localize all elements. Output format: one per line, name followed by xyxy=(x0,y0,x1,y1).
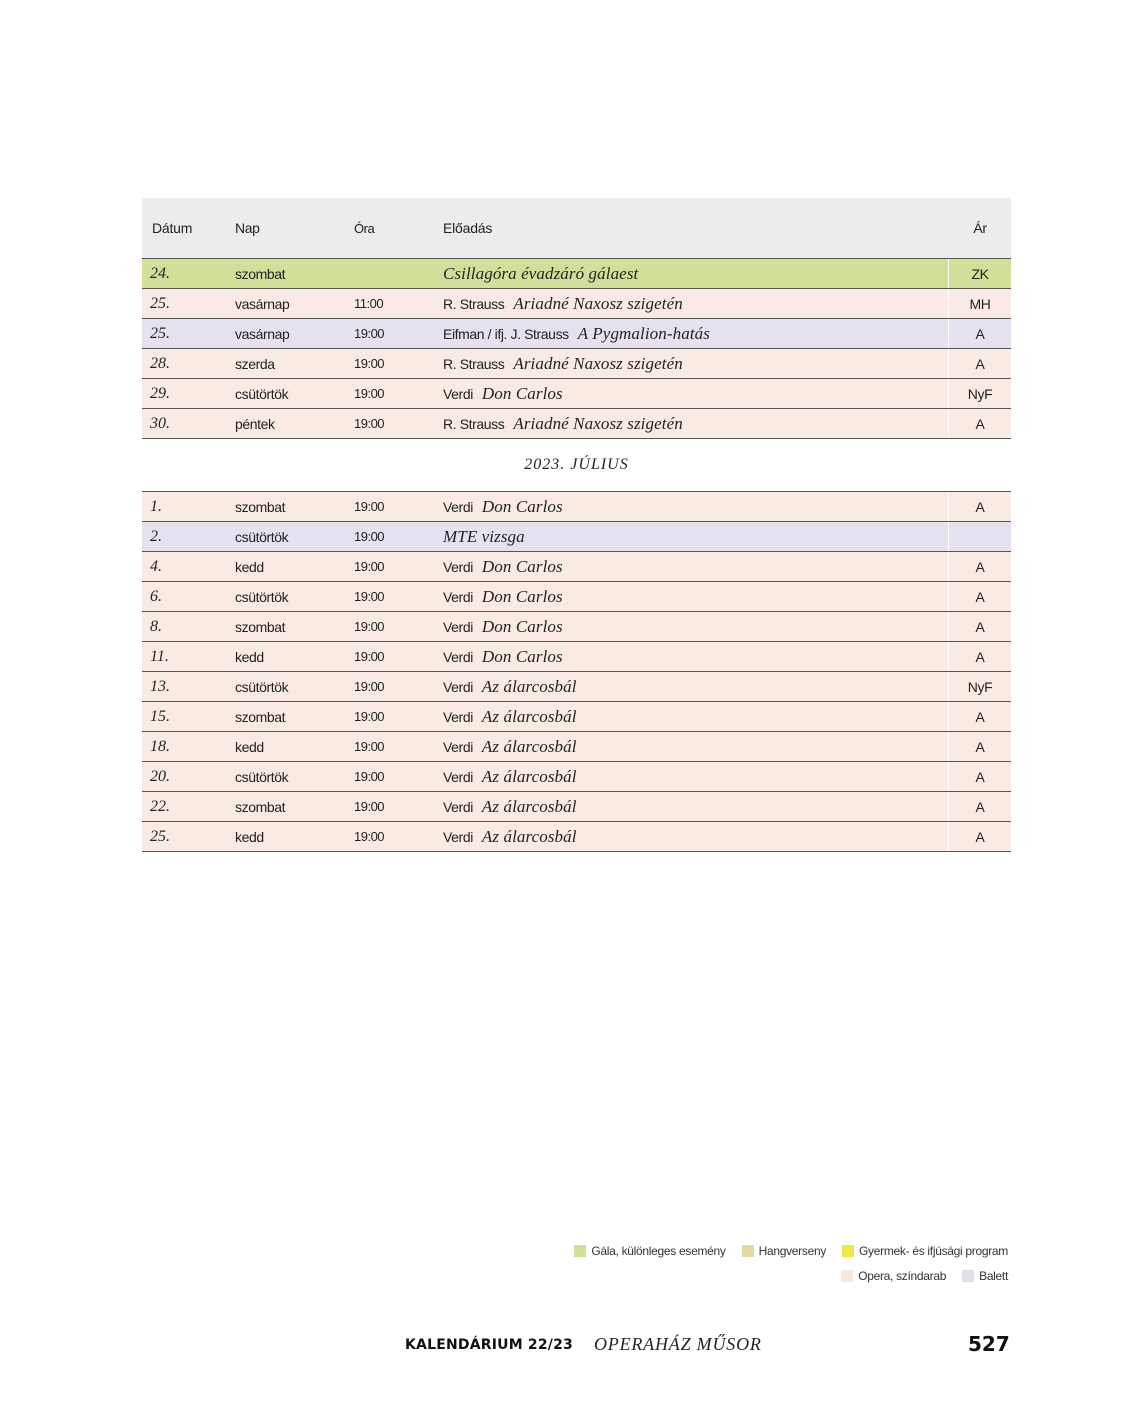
table-row xyxy=(142,702,1011,732)
cell-work: Don Carlos xyxy=(481,616,563,636)
cell-composer: Verdi xyxy=(443,678,473,695)
cell-work: Don Carlos xyxy=(481,586,563,606)
cell-time: 19:00 xyxy=(354,649,385,664)
cell-show xyxy=(434,677,948,697)
table-row xyxy=(142,522,1011,552)
cell-time: 19:00 xyxy=(354,356,385,371)
cell-time: 19:00 xyxy=(354,709,385,724)
cell-date: 4. xyxy=(150,557,162,575)
schedule-table xyxy=(142,198,1011,852)
cell-day: szerda xyxy=(235,355,275,372)
legend-swatch xyxy=(574,1245,586,1257)
cell-work: MTE vizsga xyxy=(443,526,525,546)
cell-time: 19:00 xyxy=(354,679,385,694)
cell-show xyxy=(434,354,948,374)
header-time: Óra xyxy=(354,220,375,236)
cell-time: 19:00 xyxy=(354,499,385,514)
table-row xyxy=(142,732,1011,762)
table-row xyxy=(142,642,1011,672)
cell-price: A xyxy=(948,762,1011,791)
cell-day: vasárnap xyxy=(235,295,290,312)
cell-work: Ariadné Naxosz szigetén xyxy=(513,413,683,433)
cell-time: 19:00 xyxy=(354,799,385,814)
table-row xyxy=(142,612,1011,642)
cell-date: 11. xyxy=(150,647,169,665)
cell-day: csütörtök xyxy=(235,678,289,695)
page-number: 527 xyxy=(968,1332,1010,1356)
cell-time: 19:00 xyxy=(354,829,385,844)
table-row xyxy=(142,349,1011,379)
cell-composer: Verdi xyxy=(443,648,473,665)
cell-show xyxy=(434,647,948,667)
table-row xyxy=(142,409,1011,439)
cell-price: NyF xyxy=(948,672,1011,701)
cell-work: Az álarcosbál xyxy=(481,766,577,786)
cell-composer: Verdi xyxy=(443,768,473,785)
cell-show xyxy=(434,587,948,607)
legend-swatch xyxy=(841,1270,853,1282)
footer-section: OPERAHÁZ MŰSOR xyxy=(594,1334,762,1354)
cell-date: 8. xyxy=(150,617,162,635)
legend-item xyxy=(842,1244,1008,1258)
cell-show xyxy=(434,527,948,547)
legend-swatch xyxy=(842,1245,854,1257)
cell-price: A xyxy=(948,732,1011,761)
cell-composer: Verdi xyxy=(443,558,473,575)
july-rows xyxy=(142,492,1011,852)
cell-day: csütörtök xyxy=(235,588,289,605)
cell-time: 19:00 xyxy=(354,559,385,574)
cell-work: Az álarcosbál xyxy=(481,796,577,816)
cell-show xyxy=(434,617,948,637)
cell-price: A xyxy=(948,492,1011,521)
cell-day: szombat xyxy=(235,708,286,725)
cell-time: 19:00 xyxy=(354,326,385,341)
cell-composer: Verdi xyxy=(443,738,473,755)
cell-work: Az álarcosbál xyxy=(481,826,577,846)
cell-price: MH xyxy=(948,289,1011,318)
cell-time: 19:00 xyxy=(354,739,385,754)
cell-day: péntek xyxy=(235,415,275,432)
cell-day: kedd xyxy=(235,738,264,755)
cell-date: 1. xyxy=(150,497,162,515)
table-row xyxy=(142,259,1011,289)
legend-label: Hangverseny xyxy=(758,1244,827,1258)
cell-day: kedd xyxy=(235,648,264,665)
cell-date: 30. xyxy=(150,414,170,432)
cell-price: A xyxy=(948,612,1011,641)
cell-time: 19:00 xyxy=(354,589,385,604)
legend-label: Gála, különleges esemény xyxy=(591,1244,726,1258)
cell-work: Don Carlos xyxy=(481,496,563,516)
cell-price: A xyxy=(948,642,1011,671)
table-row xyxy=(142,319,1011,349)
cell-day: szombat xyxy=(235,265,286,282)
legend-item xyxy=(841,1269,946,1283)
table-header xyxy=(142,198,1011,259)
cell-show xyxy=(434,737,948,757)
cell-price: A xyxy=(948,552,1011,581)
table-row xyxy=(142,289,1011,319)
cell-day: szombat xyxy=(235,498,286,515)
cell-date: 15. xyxy=(150,707,170,725)
cell-work: Ariadné Naxosz szigetén xyxy=(513,293,683,313)
cell-date: 28. xyxy=(150,354,170,372)
legend-line-1 xyxy=(558,1243,1008,1259)
cell-price: A xyxy=(948,319,1011,348)
table-row xyxy=(142,582,1011,612)
cell-date: 18. xyxy=(150,737,170,755)
cell-show xyxy=(434,557,948,577)
cell-day: csütörtök xyxy=(235,528,289,545)
cell-composer: R. Strauss xyxy=(443,295,505,312)
table-row xyxy=(142,792,1011,822)
legend-label: Opera, színdarab xyxy=(858,1269,947,1283)
header-day: Nap xyxy=(235,220,260,236)
cell-work: Az álarcosbál xyxy=(481,736,577,756)
cell-composer: Eifman / ifj. J. Strauss xyxy=(443,325,569,342)
legend-swatch xyxy=(962,1270,974,1282)
cell-price: A xyxy=(948,822,1011,851)
cell-composer: Verdi xyxy=(443,798,473,815)
cell-show xyxy=(434,414,948,434)
cell-composer: R. Strauss xyxy=(443,355,505,372)
table-row xyxy=(142,552,1011,582)
cell-time: 11:00 xyxy=(354,296,384,311)
legend-item xyxy=(574,1244,725,1258)
cell-day: kedd xyxy=(235,828,264,845)
legend-swatch xyxy=(742,1245,754,1257)
cell-date: 2. xyxy=(150,527,162,545)
june-rows xyxy=(142,259,1011,439)
cell-work: Don Carlos xyxy=(481,556,563,576)
cell-work: Csillagóra évadzáró gálaest xyxy=(443,263,639,283)
cell-time: 19:00 xyxy=(354,386,385,401)
legend-item xyxy=(742,1244,826,1258)
cell-price: A xyxy=(948,409,1011,438)
legend-line-2 xyxy=(558,1268,1008,1284)
cell-day: szombat xyxy=(235,798,286,815)
table-row xyxy=(142,762,1011,792)
cell-date: 25. xyxy=(150,294,170,312)
cell-day: csütörtök xyxy=(235,768,289,785)
table-row xyxy=(142,379,1011,409)
cell-composer: Verdi xyxy=(443,385,473,402)
cell-show xyxy=(434,384,948,404)
cell-price: A xyxy=(948,792,1011,821)
page-footer xyxy=(0,1332,1123,1360)
table-row xyxy=(142,822,1011,852)
cell-show xyxy=(434,707,948,727)
cell-time: 19:00 xyxy=(354,769,385,784)
cell-date: 13. xyxy=(150,677,170,695)
cell-composer: Verdi xyxy=(443,618,473,635)
cell-day: kedd xyxy=(235,558,264,575)
cell-time: 19:00 xyxy=(354,619,385,634)
footer-brand: KALENDÁRIUM 22/23 xyxy=(405,1337,573,1353)
cell-composer: Verdi xyxy=(443,708,473,725)
header-date: Dátum xyxy=(152,220,193,236)
cell-work: Az álarcosbál xyxy=(481,676,577,696)
cell-time: 19:00 xyxy=(354,416,385,431)
cell-work: Don Carlos xyxy=(481,383,563,403)
cell-price: ZK xyxy=(948,259,1011,288)
cell-work: Ariadné Naxosz szigetén xyxy=(513,353,683,373)
legend xyxy=(558,1243,1008,1293)
cell-work: Az álarcosbál xyxy=(481,706,577,726)
cell-composer: Verdi xyxy=(443,498,473,515)
legend-item xyxy=(962,1269,1008,1283)
cell-show xyxy=(434,264,948,284)
cell-composer: R. Strauss xyxy=(443,415,505,432)
header-price: Ár xyxy=(973,220,987,236)
cell-day: vasárnap xyxy=(235,325,290,342)
cell-show xyxy=(434,294,948,314)
cell-date: 29. xyxy=(150,384,170,402)
cell-day: szombat xyxy=(235,618,286,635)
cell-price: A xyxy=(948,702,1011,731)
cell-work: Don Carlos xyxy=(481,646,563,666)
cell-date: 20. xyxy=(150,767,170,785)
cell-show xyxy=(434,497,948,517)
table-row xyxy=(142,492,1011,522)
cell-composer: Verdi xyxy=(443,588,473,605)
cell-price xyxy=(948,522,1011,551)
table-row xyxy=(142,672,1011,702)
cell-show xyxy=(434,767,948,787)
cell-show xyxy=(434,827,948,847)
cell-price: A xyxy=(948,582,1011,611)
cell-price: NyF xyxy=(948,379,1011,408)
cell-date: 6. xyxy=(150,587,162,605)
header-show: Előadás xyxy=(443,220,493,236)
legend-label: Balett xyxy=(979,1269,1008,1283)
cell-day: csütörtök xyxy=(235,385,289,402)
cell-work: A Pygmalion-hatás xyxy=(577,323,710,343)
cell-date: 25. xyxy=(150,827,170,845)
cell-composer: Verdi xyxy=(443,828,473,845)
legend-label: Gyermek- és ifjúsági program xyxy=(859,1244,1008,1258)
cell-price: A xyxy=(948,349,1011,378)
cell-date: 25. xyxy=(150,324,170,342)
month-heading: 2023. JÚLIUS xyxy=(142,439,1011,492)
cell-date: 24. xyxy=(150,264,170,282)
cell-time: 19:00 xyxy=(354,529,385,544)
cell-date: 22. xyxy=(150,797,170,815)
cell-show xyxy=(434,324,948,344)
cell-show xyxy=(434,797,948,817)
